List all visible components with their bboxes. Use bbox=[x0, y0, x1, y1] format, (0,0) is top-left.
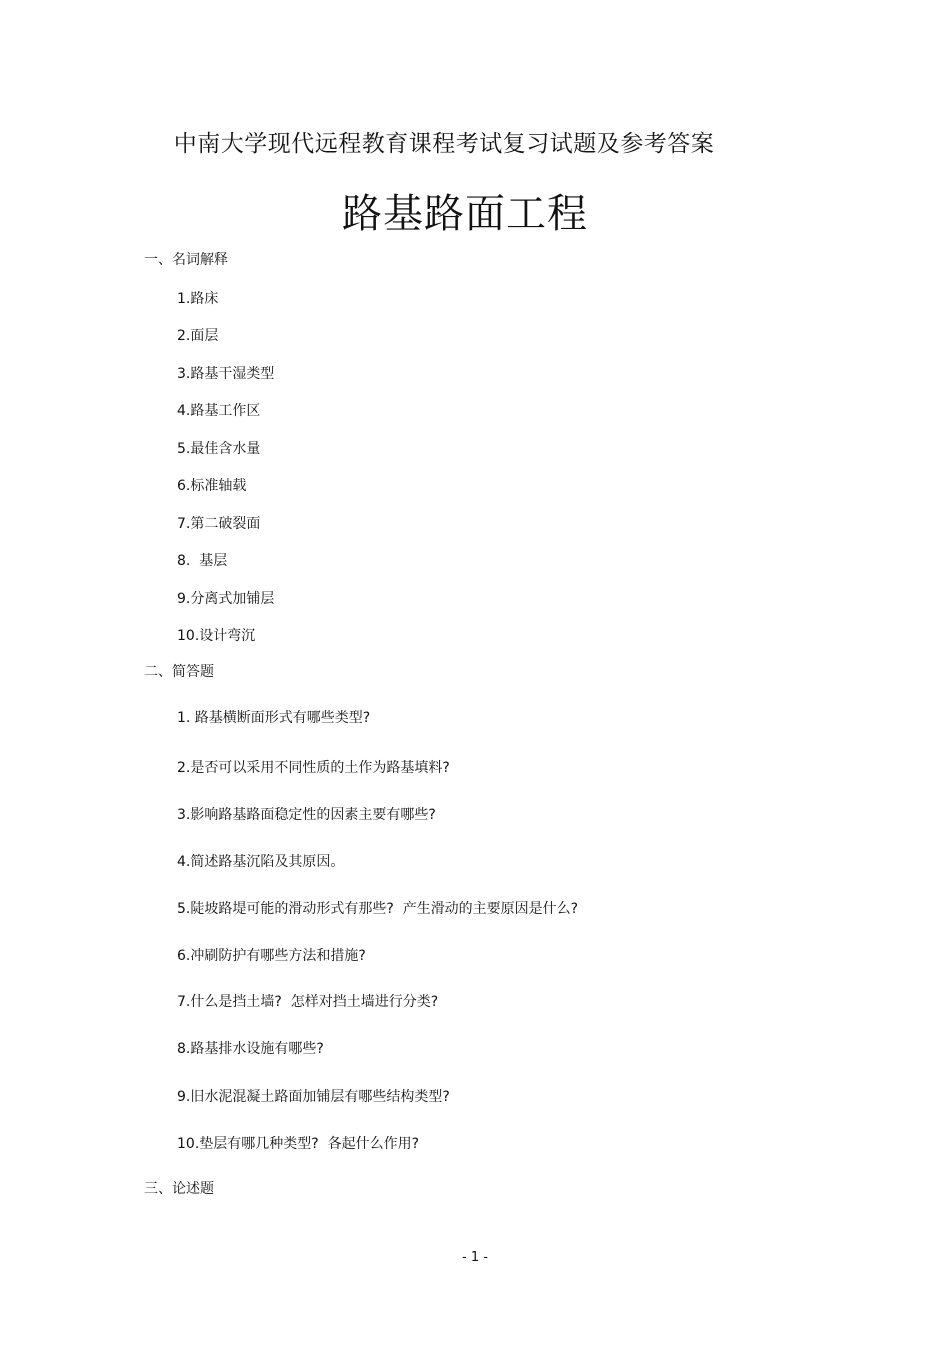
section-heading-essay: 三、论述题 bbox=[144, 1181, 214, 1197]
question-item: 2.是否可以采用不同性质的土作为路基填料? bbox=[177, 760, 450, 776]
term-item: 2.面层 bbox=[177, 328, 219, 344]
question-item: 7.什么是挡土墙? 怎样对挡土墙进行分类? bbox=[177, 994, 439, 1010]
term-item: 6.标准轴载 bbox=[177, 478, 247, 494]
document-header: 中南大学现代远程教育课程考试复习试题及参考答案 bbox=[173, 131, 715, 157]
term-item: 5.最佳含水量 bbox=[177, 441, 261, 457]
term-item: 3.路基干湿类型 bbox=[177, 366, 275, 382]
term-item: 8. 基层 bbox=[177, 553, 228, 569]
page-number: - 1 - bbox=[462, 1250, 488, 1265]
question-item: 3.影响路基路面稳定性的因素主要有哪些? bbox=[177, 807, 436, 823]
question-item: 6.冲刷防护有哪些方法和措施? bbox=[177, 948, 366, 964]
term-item: 4.路基工作区 bbox=[177, 403, 261, 419]
question-item: 10.垫层有哪几种类型? 各起什么作用? bbox=[177, 1136, 420, 1152]
term-item: 10.设计弯沉 bbox=[177, 628, 256, 644]
question-item: 1. 路基横断面形式有哪些类型? bbox=[177, 710, 371, 726]
term-item: 9.分离式加铺层 bbox=[177, 591, 275, 607]
section-heading-terms: 一、名词解释 bbox=[144, 252, 228, 268]
question-item: 8.路基排水设施有哪些? bbox=[177, 1041, 324, 1057]
section-heading-short-answer: 二、简答题 bbox=[144, 664, 214, 680]
question-item: 9.旧水泥混凝土路面加铺层有哪些结构类型? bbox=[177, 1089, 450, 1105]
question-item: 4.简述路基沉陷及其原因。 bbox=[177, 854, 345, 870]
question-item: 5.陡坡路堤可能的滑动形式有那些? 产生滑动的主要原因是什么? bbox=[177, 901, 579, 917]
document-title: 路基路面工程 bbox=[342, 191, 588, 237]
term-item: 7.第二破裂面 bbox=[177, 516, 261, 532]
term-item: 1.路床 bbox=[177, 291, 219, 307]
